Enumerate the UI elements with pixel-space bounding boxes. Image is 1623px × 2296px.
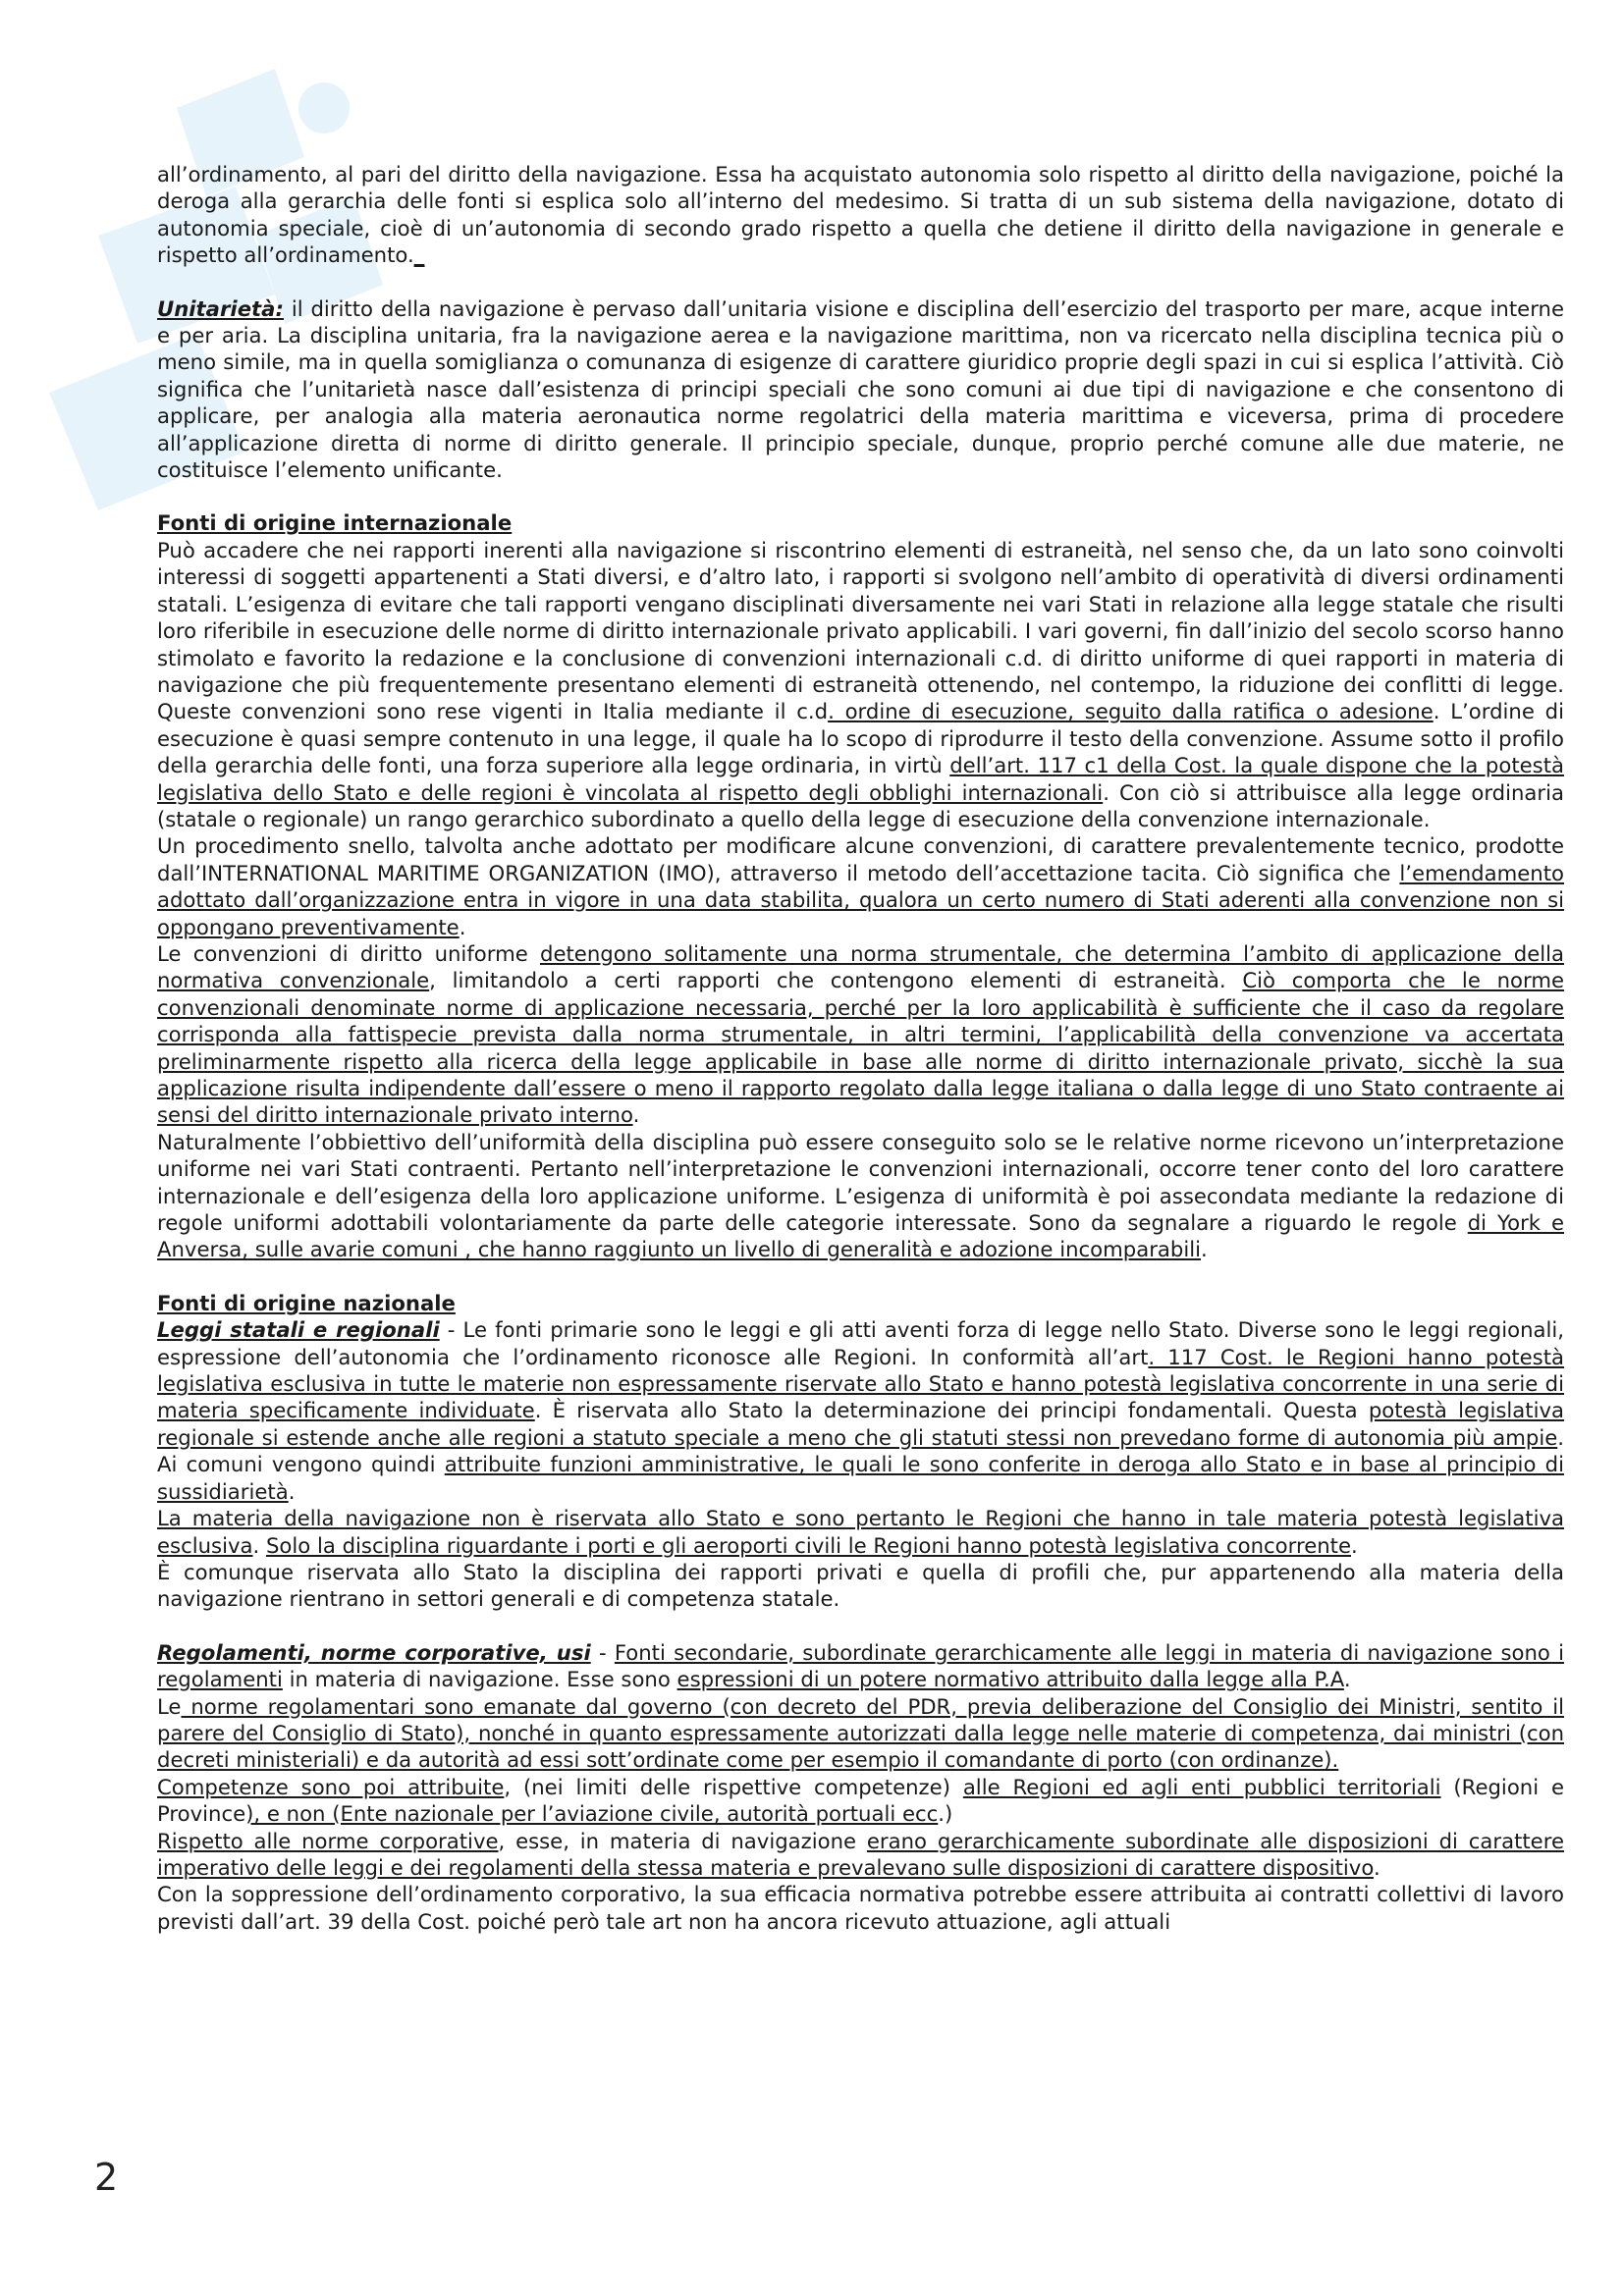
paragraph [157,832,1564,940]
paragraph [157,509,1564,536]
text-run: . [1373,1854,1380,1880]
paragraph [157,161,1564,269]
paragraph [157,1129,1564,1263]
text-run: l’emendamento adottato dall’organizzazione entra in vigore in una data stabilita, qualora un certo numero di Stati aderenti alla convenzione non si oppongano preventivamente [157,860,1564,939]
paragraph [157,1559,1564,1613]
section-heading: Leggi statali e regionali [157,1317,440,1343]
paragraph-gap [157,269,1564,295]
section-heading: Fonti di origine nazionale [157,1290,456,1315]
text-run: . [252,1532,266,1558]
text-run: . [1343,1667,1351,1692]
text-run: . Ai comuni vengono quindi [157,1424,1564,1477]
text-run: in materia di navigazione. Esse sono [282,1667,677,1692]
text-run: - Le fonti primarie sono le leggi e gli atti aventi forza di legge nello Stato. Diverse sono le leggi regionali, espressione dell’autonomia che l’ordinamento riconosce alle Regioni. In conformità all’art [157,1317,1564,1369]
text-run: attribuite funzioni amministrative, le quali le sono conferite in deroga allo Stato e in base al principio di sussidiarietà [157,1452,1564,1504]
paragraph [157,940,1564,1129]
text-run: Fonti secondarie, subordinate gerarchicamente alle leggi in materia di navigazione sono i regolamenti [157,1639,1564,1692]
text-run: Con la soppressione dell’ordinamento corporativo, la sua efficacia normativa potrebbe essere attribuita ai contratti collettivi di lavoro previsti dall’art. 39 della Cost. poiché però tale art non ha ancora ricevuto attuazione, agli attuali [157,1882,1564,1934]
text-run: È comunque riservata allo Stato la disciplina dei rapporti privati e quella di profili che, pur appartenendo alla materia della navigazione rientrano in settori generali e di competenza statale. [157,1559,1564,1612]
text-run: . [1351,1532,1358,1558]
text-run: Naturalmente l’obbiettivo dell’uniformità della disciplina può essere conseguito solo se le relative norme ricevono un’interpretazione uniforme nei vari Stati contraenti. Pertanto nell’interpretazione le convenzioni internazionali, occorre tener conto del loro carattere internazionale e dell’esigenza della loro applicazione uniforme. L’esigenza di uniformità è poi assecondata mediante la redazione di regole uniformi adottabili volontariamente da parte delle categorie interessate. Sono da segnalare a riguardo le regole [157,1129,1564,1236]
text-run: di York e Anversa, sulle avarie comuni , che hanno raggiunto un livello di generalità e adozione incomparabili [157,1210,1564,1262]
paragraph [157,1774,1564,1828]
page-body [157,161,1564,1935]
text-run: Ciò comporta che le norme convenzionali denominate norme di applicazione necessaria, perché per la loro applicabilità è sufficiente che il caso da regolare corrisponda alla fattispecie prevista dalla norma strumentale, in altri termini, l’applicabilità della convenzione va accertata preliminarmente rispetto alla ricerca della legge applicabile in base alle norme di diritto internazionale privato, sicchè la sua applicazione risulta indipendente dall’essere o meno il rapporto regolato dalla legge italiana o dalla legge di uno Stato contraente ai sensi del diritto internazionale privato interno [157,968,1564,1128]
text-run: Solo la disciplina riguardante i porti e gli aeroporti civili le Regioni hanno potestà legislativa concorrente [265,1532,1352,1558]
paragraph-gap [157,1263,1564,1290]
text-run: . L’ordine di esecuzione è quasi sempre contenuto in una legge, il quale ha lo scopo di riprodurre il testo della convenzione. Assume sotto il profilo della gerarchia delle fonti, una forza superiore alla legge ordinaria, in virtù [157,699,1564,778]
text-run: La materia della navigazione non è riservata allo Stato e sono pertanto le Regioni che hanno in tale materia potestà legislativa esclusiva [157,1506,1564,1558]
text-run: Un procedimento snello, talvolta anche adottato per modificare alcune convenzioni, di carattere prevalentemente tecnico, prodotte dall’INTERNATIONAL MARITIME ORGANIZATION (IMO), attraverso il metodo dell’accettazione tacita. Ciò significa che [157,833,1564,885]
text-run: . È riservata allo Stato la determinazione dei principi fondamentali. Questa [534,1398,1369,1423]
text-run: potestà legislativa regionale si estende anche alle regioni a statuto speciale a meno che gli statuti stessi non prevedano forme di autonomia più ampie [157,1398,1565,1450]
text-run: . [1201,1237,1208,1262]
paragraph [157,1693,1564,1774]
text-run: . [288,1478,296,1504]
text-run: erano gerarchicamente subordinate alle disposizioni di carattere imperativo delle leggi e dei regolamenti della stessa materia e prevalevano sulle disposizioni di carattere dispositivo [157,1828,1565,1880]
paragraph [157,1828,1564,1882]
text-run: (Regioni e Province [157,1774,1564,1827]
paragraph [157,1881,1564,1935]
text-run: espressioni di un potere normativo attribuito dalla legge alla P.A [676,1667,1344,1692]
paragraph [157,537,1564,832]
text-run: Le [157,1693,182,1719]
text-run: detengono solitamente una norma strumentale, che determina l’ambito di applicazione della normativa convenzionale [157,940,1565,993]
text-run: _ [413,242,425,268]
paragraph-gap [157,483,1564,509]
text-run: dell’art. 117 c1 della Cost. la quale dispone che la potestà legislativa dello Stato e delle regioni è vincolata al rispetto degli obblighi internazionali [157,753,1564,805]
paragraph [157,1290,1564,1316]
section-heading: Unitarietà: [157,295,284,321]
text-run: all’ordinamento, al pari del diritto della navigazione. Essa ha acquistato autonomia solo rispetto al diritto della navigazione, poiché la deroga alla gerarchia delle fonti si esplica solo all’interno del medesimo. Si tratta di un sub sistema della navigazione, dotato di autonomia speciale, cioè di un’autonomia di secondo grado rispetto a quella che detiene il diritto della navigazione in generale e rispetto all’ordinamento. [157,162,1564,268]
text-run: - [590,1639,615,1665]
text-run: . ordine di esecuzione, seguito dalla ratifica o adesione [828,699,1434,724]
text-run: . 117 Cost. le Regioni hanno potestà legislativa esclusiva in tutte le materie non espressamente riservate allo Stato e hanno potestà legislativa concorrente in una serie di materia specificamente individuate [157,1344,1564,1423]
text-run: Rispetto alle norme corporative [157,1828,499,1853]
text-run: norme regolamentari sono emanate dal governo (con decreto del PDR, previa deliberazione del Consiglio dei Ministri, sentito il parere del Consiglio di Stato), nonché in quanto espressamente autorizzati dalla legge nelle materie di competenza, dai ministri (con decreti ministeriali) e da autorità ad essi sott’ordinate come per esempio il comandante di porto (con ordinanze). [157,1693,1564,1773]
text-run: . [459,914,466,939]
text-run: , limitandolo a certi rapporti che contengono elementi di estraneità. [429,968,1243,993]
section-heading: Fonti di origine internazionale [157,510,513,536]
text-run: . [632,1102,640,1128]
text-run: .) [938,1801,953,1827]
text-run: . Con ciò si attribuisce alla legge ordinaria (statale o regionale) un rango gerarchico subordinato a quello della legge di esecuzione della convenzione internazionale. [157,779,1564,831]
page-number: 2 [94,2156,119,2199]
text-run: , (nei limiti delle rispettive competenze) [504,1774,963,1799]
section-heading: Regolamenti, norme corporative, usi [157,1639,591,1665]
text-run: , esse, in materia di navigazione [498,1828,867,1853]
paragraph [157,295,1564,484]
paragraph [157,1316,1564,1505]
text-run: il diritto della navigazione è pervaso dall’unitaria visione e disciplina dell’esercizio del trasporto per mare, acque interne e per aria. La disciplina unitaria, fra la navigazione aerea e la navigazione marittima, non va ricercato nella disciplina tecnica più o meno simile, ma in quella somiglianza o comunanza di esigenze di carattere giuridico proprie degli spazi in cui si esplica l’attività. Ciò significa che l’unitarietà nasce dall’esistenza di principi speciali che sono comuni ai due tipi di navigazione e che consentono di applicare, per analogia alla materia aeronautica norme regolatrici della materia marittima e viceversa, prima di procedere all’applicazione diretta di norme di diritto generale. Il principio speciale, dunque, proprio perché comune alle due materie, ne costituisce l’elemento unificante. [157,295,1564,483]
paragraph [157,1639,1564,1693]
text-run: ), e non (Ente nazionale per l’aviazione civile, autorità portuali ecc [245,1801,939,1827]
paragraph [157,1505,1564,1559]
text-run: Le convenzioni di diritto uniforme [157,940,540,966]
paragraph-gap [157,1613,1564,1639]
text-run: Può accadere che nei rapporti inerenti alla navigazione si riscontrino elementi di estraneità, nel senso che, da un lato sono coinvolti interessi di soggetti appartenenti a Stati diversi, e d’altro lato, i rapporti si svolgono nell’ambito di operatività di diversi ordinamenti statali. L’esigenza di evitare che tali rapporti vengano disciplinati diversamente nei vari Stati in relazione alla legge statale che risulti loro riferibile in esecuzione delle norme di diritto internazionale privato applicabili. I vari governi, fin dall’inizio del secolo scorso hanno stimolato e favorito la redazione e la conclusione di convenzioni internazionali c.d. di diritto uniforme di quei rapporti in materia di navigazione che più frequentemente presentano elementi di estraneità ottenendo, nel contempo, la riduzione dei conflitti di legge. Queste convenzioni sono rese vigenti in Italia mediante il c.d [157,537,1564,724]
text-run: alle Regioni ed agli enti pubblici territoriali [962,1774,1441,1799]
text-run: Competenze sono poi attribuite [157,1774,505,1799]
